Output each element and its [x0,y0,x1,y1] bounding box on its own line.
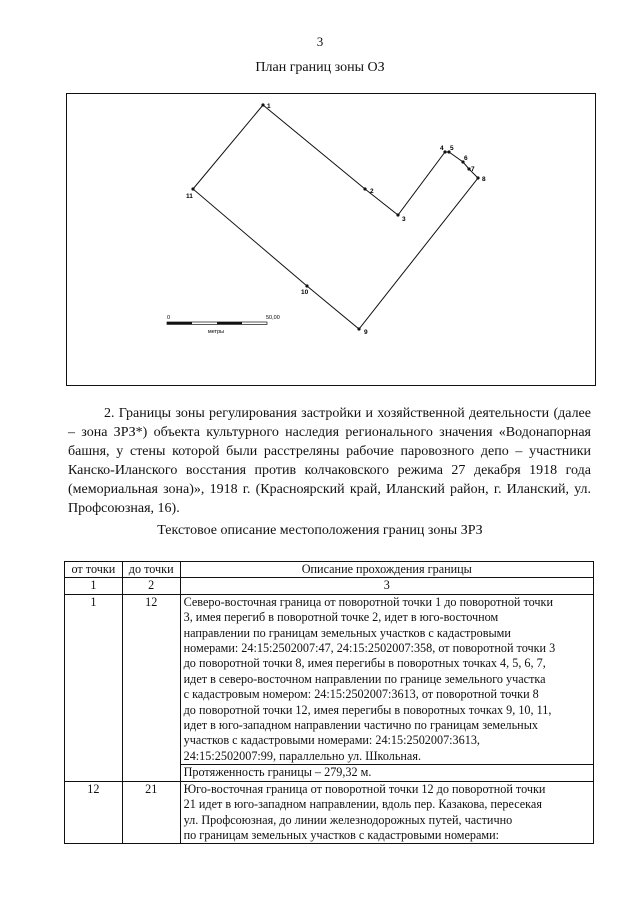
description-line: направлении по границам земельных участков с кадастровыми [183,625,511,640]
header-from-point: от точки [65,562,123,578]
boundary-point-label-7: 7 [471,166,475,173]
boundary-point-4 [443,150,446,153]
scale-start-label: 0 [167,315,171,321]
description-cell [180,781,593,844]
boundary-extent: Протяженность границы – 279,32 м. [181,764,593,780]
zone-description-paragraph [68,404,591,518]
boundary-description-table [64,561,594,844]
description-line: по границам земельных участков с кадастровыми номерами: [183,827,500,842]
plan-title: План границ зоны ОЗ [255,60,385,75]
boundary-point-label-1: 1 [267,103,271,110]
boundary-point-label-8: 8 [482,176,486,183]
description-line: Юго-восточная граница от поворотной точки 12 до поворотной точки [183,781,546,796]
description-line: 24:15:2502007:99, параллельно ул. Школьная. [183,748,421,763]
boundary-point-11 [191,187,194,190]
table-row [65,594,594,781]
map-frame-border [67,94,596,386]
boundary-point-label-4: 4 [440,145,444,152]
boundary-point-1 [261,103,264,106]
column-number-3: 3 [180,578,593,594]
description-line: идет в северо-восточном направлении по границе земельного участка [183,671,546,686]
to-point-cell: 21 [122,781,180,844]
boundary-point-label-6: 6 [464,155,468,162]
table-numbering-row [65,578,594,594]
column-number-2: 2 [122,578,180,594]
description-line: 3, имея перегиб в поворотной точке 2, идет в юго-восточном [183,610,499,625]
boundary-point-label-3: 3 [402,216,406,223]
description-line: 21 идет в юго-западном направлении, вдоль пер. Казакова, пересекая [183,797,542,812]
boundary-point-label-5: 5 [450,145,454,152]
description-line: участков с кадастровыми номерами: 24:15:2502007:3613, [183,733,480,748]
boundary-plan-map [66,93,596,386]
description-line: идет в юго-западном направлении частично по границам земельных [183,718,538,733]
description-line: Северо-восточная граница от поворотной точки 1 до поворотной точки [183,594,553,609]
table-header-row [65,562,594,578]
description-line: с кадастровым номером: 24:15:2502007:3613, от поворотной точки 8 [183,687,539,702]
boundary-point-2 [363,187,366,190]
boundary-point-8 [476,176,479,179]
from-point-cell: 1 [65,594,123,781]
description-cell [180,594,593,781]
scale-end-label: 50,00 [266,315,280,321]
description-line: ул. Профсоюзная, до линии железнодорожных путей, частично [183,812,513,827]
description-line: до поворотной точки 8, имея перегибы в поворотных точках 4, 5, 6, 7, [183,656,546,671]
column-number-1: 1 [65,578,123,594]
boundary-point-3 [396,213,399,216]
page-number: 3 [316,34,324,49]
boundary-point-label-2: 2 [370,188,374,195]
boundary-point-label-10: 10 [301,289,309,296]
to-point-cell: 12 [122,594,180,781]
boundary-point-10 [305,284,308,287]
description-line: до поворотной точки 12, имея перегибы в поворотных точках 9, 10, 11, [183,702,552,717]
description-line: номерами: 24:15:2502007:47, 24:15:2502007:358, от поворотной точки 3 [183,641,556,656]
table-row [65,781,594,844]
zone-description-text: 2. Границы зоны регулирования застройки и хозяйственной деятельности (далее – зона ЗРЗ*) объекта культурного наследия регионального значения «Водонапорная башня, у стены которой были расстреляны рабочие паровозного депо – участники Канско-Иланского восстания против колчаковского режима 27 декабря 1918 года (мемориальная зона)», 1918 г. (Красноярский край, Иланский район, г. Иланский, ул. Профсоюзная, 16). [68,406,591,516]
scale-unit-label: метры [207,329,225,335]
boundary-point-label-11: 11 [186,193,193,200]
boundary-point-9 [357,327,360,330]
section-title: Текстовое описание местоположения границ зоны ЗРЗ [157,523,483,538]
from-point-cell: 12 [65,781,123,844]
header-to-point: до точки [122,562,180,578]
boundary-point-label-9: 9 [364,329,368,336]
header-description: Описание прохождения границы [180,562,593,578]
